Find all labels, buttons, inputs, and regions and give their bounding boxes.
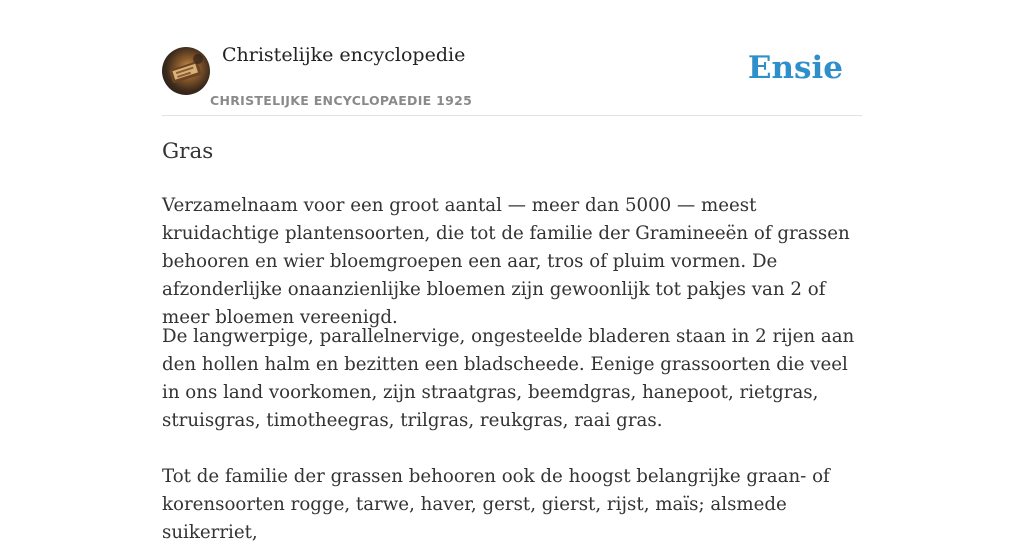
article-paragraph-2: De langwerpige, parallelnervige, ongesteelde bladeren staan in 2 rijen aan den hollen halm en bezitten een bladscheede. Eenige grassoorten die veel in ons land voorkomen, zijn straatgras, beemdgras, hanepoot, rietgras, struisgras, timotheegras, trilgras, reukgras, raai gras. — [162, 326, 855, 431]
encyclopedia-avatar[interactable] — [162, 47, 210, 95]
content-container — [162, 0, 862, 543]
ensie-logo[interactable]: Ensie — [747, 50, 843, 86]
article-title: Gras — [162, 139, 214, 164]
article-paragraph-1: Verzamelnaam voor een groot aantal — meer dan 5000 — meest kruidachtige plantensoorten, die tot de familie der Gramineeën of grassen behooren en wier bloemgroepen een aar, tros of pluim vormen. De afzonderlijke onaanzienlijke bloemen zijn gewoonlijk tot pakjes van 2 of meer bloemen vereenigd. — [162, 195, 850, 328]
article-paragraph-3: Tot de familie der grassen behooren ook de hoogst belangrijke graan- of korensoorten rogge, tarwe, haver, gerst, gierst, rijst, maïs; alsmede suikerriet, — [162, 466, 830, 543]
site-header — [162, 0, 862, 116]
site-name-link[interactable]: Christelijke encyclopedie — [222, 44, 466, 66]
site-subtitle: CHRISTELIJKE ENCYCLOPAEDIE 1925 — [210, 93, 473, 108]
